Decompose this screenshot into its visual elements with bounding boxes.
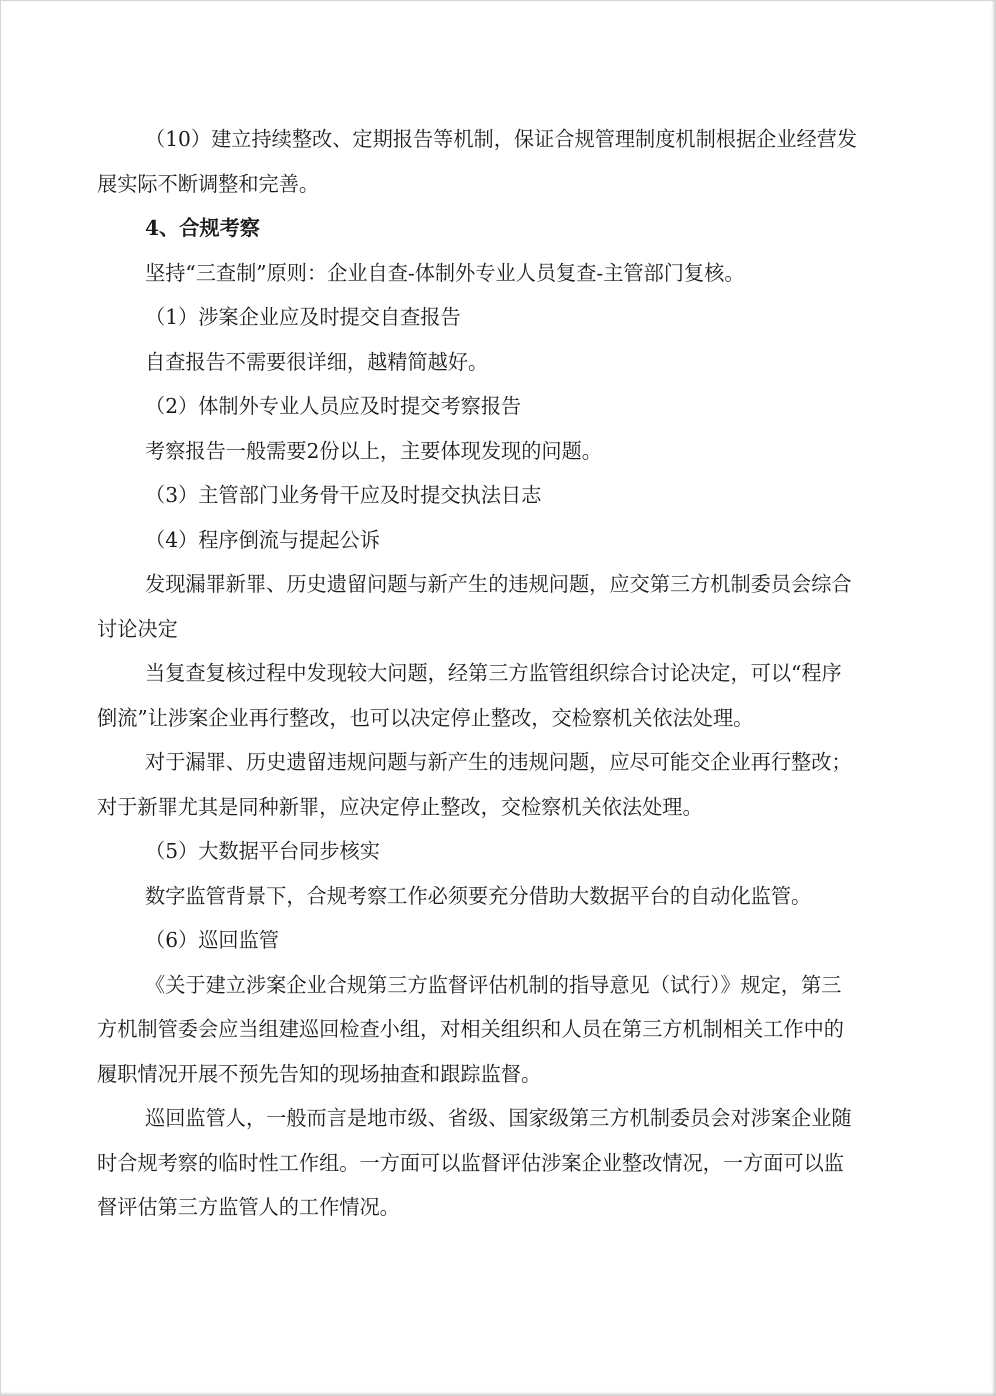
text-line: 对于新罪尤其是同种新罪，应决定停止整改，交检察机关依法处理。 xyxy=(97,794,703,819)
text-line: 履职情况开展不预先告知的现场抽查和跟踪监督。 xyxy=(97,1061,542,1086)
text-line: 考察报告一般需要2份以上，主要体现发现的问题。 xyxy=(145,438,602,463)
subheading: （1）涉案企业应及时提交自查报告 xyxy=(145,305,461,329)
text-line: 数字监管背景下，合规考察工作必须要充分借助大数据平台的自动化监管。 xyxy=(145,883,812,908)
text-line: （10）建立持续整改、定期报告等机制，保证合规管理制度机制根据企业经营发 xyxy=(145,127,858,151)
subheading: （4）程序倒流与提起公诉 xyxy=(145,527,380,552)
document-body xyxy=(97,117,905,1230)
subheading: （2）体制外专业人员应及时提交考察报告 xyxy=(145,394,522,418)
text-line: 自查报告不需要很详细，越精简越好。 xyxy=(145,349,489,374)
subheading: （5）大数据平台同步核实 xyxy=(145,839,380,863)
subheading: （6）巡回监管 xyxy=(145,928,279,952)
text-line: 《关于建立涉案企业合规第三方监督评估机制的指导意见（试行）》规定，第三 xyxy=(145,972,842,997)
text-line: 发现漏罪新罪、历史遗留问题与新产生的违规问题，应交第三方机制委员会综合 xyxy=(145,572,852,596)
text-line: 巡回监管人，一般而言是地市级、省级、国家级第三方机制委员会对涉案企业随 xyxy=(145,1106,852,1130)
text-line: 讨论决定 xyxy=(97,616,178,641)
text-line: 对于漏罪、历史遗留违规问题与新产生的违规问题，应尽可能交企业再行整改； xyxy=(145,750,852,774)
text-line: 时合规考察的临时性工作组。一方面可以监督评估涉案企业整改情况，一方面可以监 xyxy=(97,1150,844,1175)
page-edge-shadow xyxy=(992,1,995,1395)
subheading: （3）主管部门业务骨干应及时提交执法日志 xyxy=(145,483,542,507)
section-heading: 4、合规考察 xyxy=(145,216,260,240)
text-line: 展实际不断调整和完善。 xyxy=(97,171,320,196)
text-line: 当复查复核过程中发现较大问题，经第三方监管组织综合讨论决定，可以“程序 xyxy=(145,661,842,685)
text-line: 倒流”让涉案企业再行整改，也可以决定停止整改，交检察机关依法处理。 xyxy=(97,705,754,730)
text-line: 督评估第三方监管人的工作情况。 xyxy=(97,1195,400,1219)
text-line: 坚持“三查制”原则：企业自查-体制外专业人员复查-主管部门复核。 xyxy=(145,260,745,285)
text-line: 方机制管委会应当组建巡回检查小组，对相关组织和人员在第三方机制相关工作中的 xyxy=(97,1017,844,1041)
page-edge-shadow xyxy=(1,1392,995,1395)
